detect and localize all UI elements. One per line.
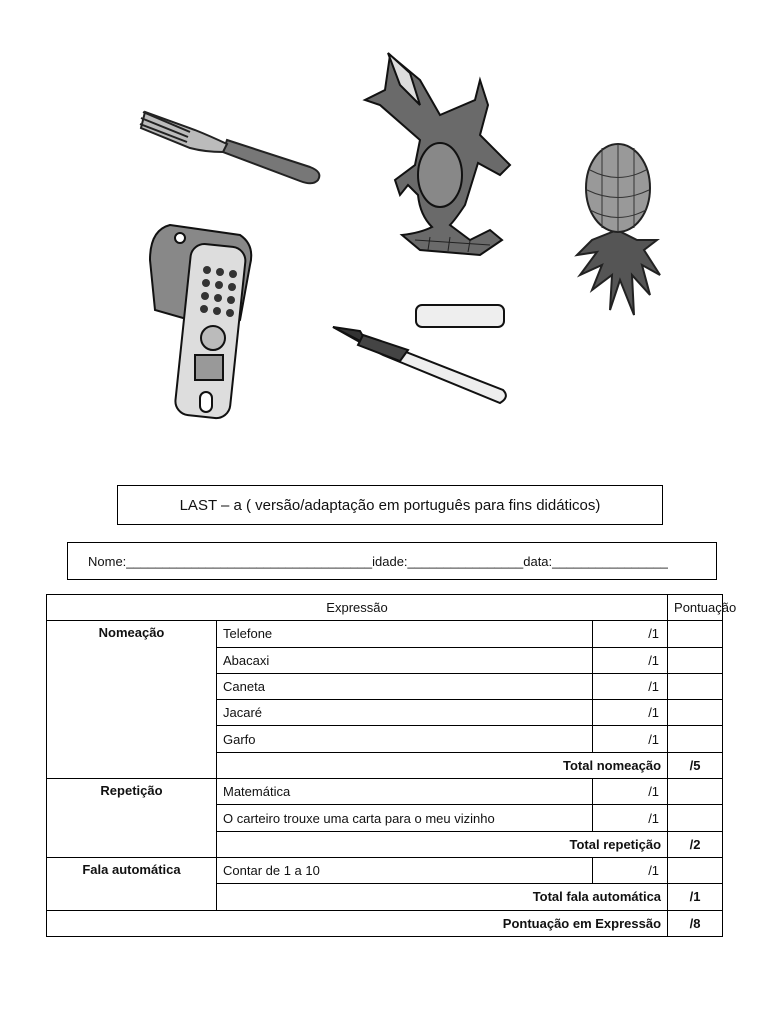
item-carteiro: O carteiro trouxe uma carta para o meu vizinho [217,805,593,831]
score-cell[interactable] [668,857,723,883]
score-cell[interactable] [668,673,723,699]
total-fala-value: /1 [668,884,723,910]
score-cell[interactable] [668,779,723,805]
final-row [47,910,723,936]
total-fala-label: Total fala automática [217,884,668,910]
total-nomeacao-value: /5 [668,752,723,778]
total-repeticao-label: Total repetição [217,831,668,857]
idade-field[interactable]: ________________ [407,553,524,569]
points-label: /1 [593,700,668,726]
total-nomeacao-label: Total nomeação [217,752,668,778]
category-nomeacao: Nomeação [47,621,217,779]
points-label: /1 [593,857,668,883]
category-repeticao: Repetição [47,779,217,858]
score-cell[interactable] [668,805,723,831]
telephone-illustration [145,220,260,425]
nome-field[interactable]: __________________________________ [126,553,373,569]
header-row [47,595,723,621]
item-jacare: Jacaré [217,700,593,726]
fork-illustration [135,100,330,195]
pen-illustration [328,295,513,410]
item-caneta: Caneta [217,673,593,699]
table-row [47,779,723,805]
score-table [46,594,737,937]
score-cell[interactable] [668,621,723,647]
final-score-label: Pontuação em Expressão [47,910,668,936]
pineapple-illustration [572,140,662,330]
item-telefone: Telefone [217,621,593,647]
data-label: data: [523,553,553,569]
total-repeticao-value: /2 [668,831,723,857]
score-cell[interactable] [668,700,723,726]
header-pontuacao: Pontuação [668,595,723,621]
table-row [47,621,723,647]
category-fala-automatica: Fala automática [47,857,217,910]
score-cell[interactable] [668,726,723,752]
patient-info-box [67,542,717,580]
table-row [47,857,723,883]
points-label: /1 [593,647,668,673]
nome-label: Nome: [88,553,127,569]
item-abacaxi: Abacaxi [217,647,593,673]
points-label: /1 [593,779,668,805]
item-contar: Contar de 1 a 10 [217,857,593,883]
score-cell[interactable] [668,647,723,673]
points-label: /1 [593,673,668,699]
alligator-illustration [360,45,525,265]
test-title: LAST – a ( versão/adaptação em português para fins didáticos) [179,496,601,514]
test-title-box [117,485,663,525]
item-garfo: Garfo [217,726,593,752]
data-field[interactable]: ________________ [552,553,668,569]
points-label: /1 [593,805,668,831]
points-label: /1 [593,726,668,752]
header-expressao: Expressão [47,595,668,621]
final-score-value: /8 [668,910,723,936]
points-label: /1 [593,621,668,647]
idade-label: idade: [372,553,408,569]
item-matematica: Matemática [217,779,593,805]
